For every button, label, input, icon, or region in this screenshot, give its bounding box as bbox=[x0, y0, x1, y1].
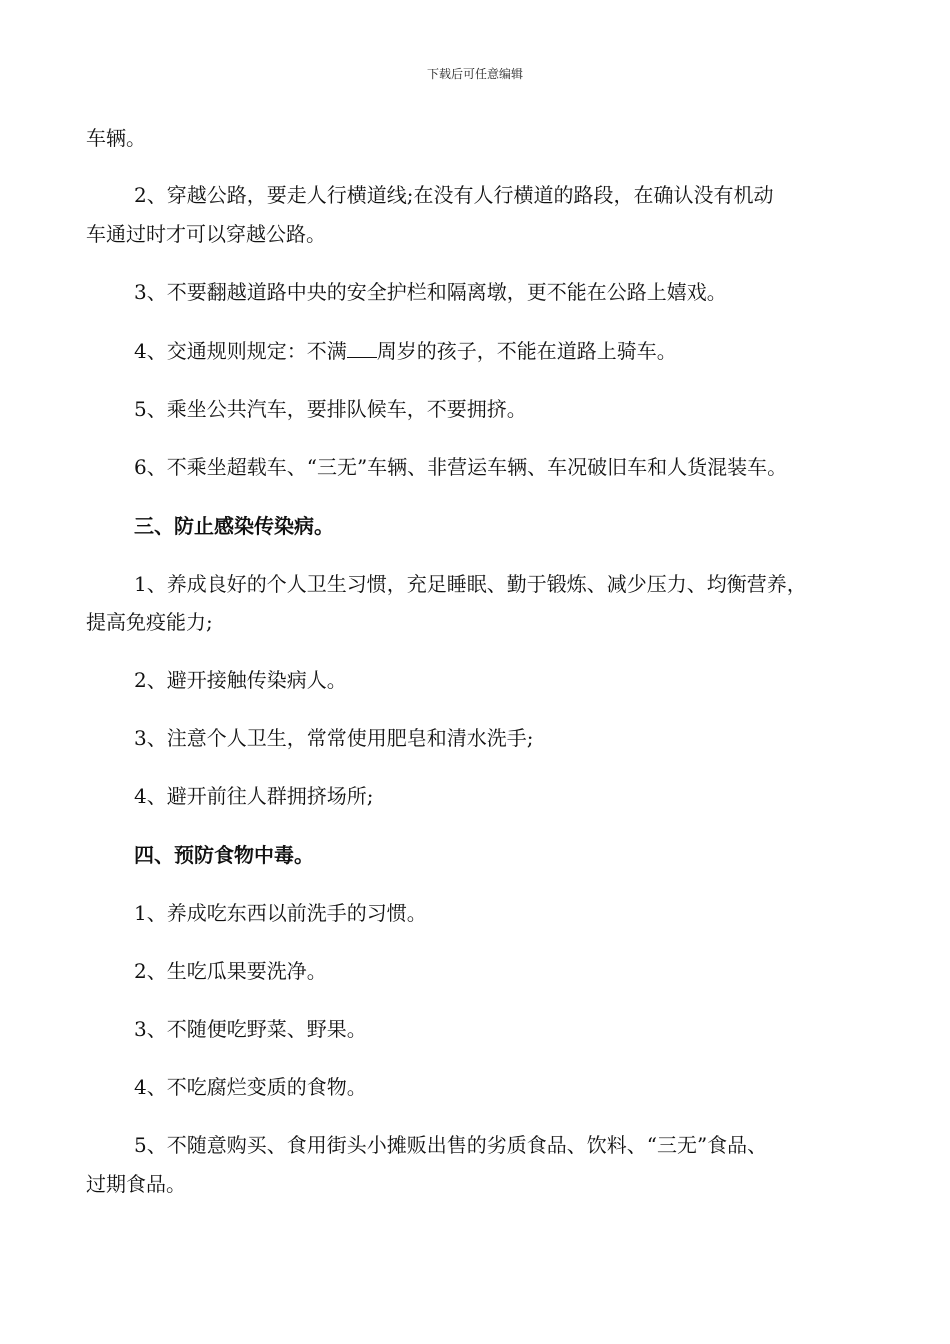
text-line-vehicle-rule: 6、不乘坐超载车、“三无”车辆、非营运车辆、车况破旧车和人货混装车。 bbox=[134, 455, 788, 479]
text-line-avoid-patients: 2、避开接触传染病人。 bbox=[134, 668, 347, 692]
page-header-note: 下载后可任意编辑 bbox=[426, 67, 523, 81]
text-line-wild-plants: 3、不随便吃野菜、野果。 bbox=[134, 1017, 367, 1041]
text-line-hygiene-habits: 1、养成良好的个人卫生习惯，充足睡眠、勤于锻炼、减少压力、均衡营养， bbox=[134, 572, 807, 596]
section-heading-disease: 三、防止感染传染病。 bbox=[134, 514, 334, 538]
text-line-hygiene-habits-cont: 提高免疫能力; bbox=[86, 610, 213, 634]
text-line-wash-hands: 3、注意个人卫生，常常使用肥皂和清水洗手; bbox=[134, 726, 534, 750]
cycling-rule-part-two: 周岁的孩子，不能在道路上骑车。 bbox=[376, 339, 677, 363]
fill-in-blank bbox=[347, 339, 377, 358]
text-line-avoid-crowds: 4、避开前往人群拥挤场所; bbox=[134, 784, 374, 808]
cycling-rule-part-one: 4、交通规则规定：不满 bbox=[134, 339, 347, 363]
section-heading-food-poisoning: 四、预防食物中毒。 bbox=[134, 843, 314, 867]
text-line-cycling-age-rule bbox=[134, 337, 677, 365]
text-line-wash-before-eating: 1、养成吃东西以前洗手的习惯。 bbox=[134, 901, 427, 925]
text-line-vehicles: 车辆。 bbox=[86, 126, 146, 150]
text-line-street-food-cont: 过期食品。 bbox=[86, 1172, 186, 1196]
text-line-guardrail-rule: 3、不要翻越道路中央的安全护栏和隔离墩，更不能在公路上嬉戏。 bbox=[134, 280, 727, 304]
text-line-crossing-rule: 2、穿越公路，要走人行横道线;在没有人行横道的路段，在确认没有机动 bbox=[134, 183, 774, 207]
text-line-bus-rule: 5、乘坐公共汽车，要排队候车，不要拥挤。 bbox=[134, 397, 527, 421]
text-line-crossing-rule-cont: 车通过时才可以穿越公路。 bbox=[86, 222, 326, 246]
text-line-spoiled-food: 4、不吃腐烂变质的食物。 bbox=[134, 1075, 367, 1099]
text-line-street-food: 5、不随意购买、食用街头小摊贩出售的劣质食品、饮料、“三无”食品、 bbox=[134, 1133, 768, 1157]
text-line-wash-fruit: 2、生吃瓜果要洗净。 bbox=[134, 959, 327, 983]
